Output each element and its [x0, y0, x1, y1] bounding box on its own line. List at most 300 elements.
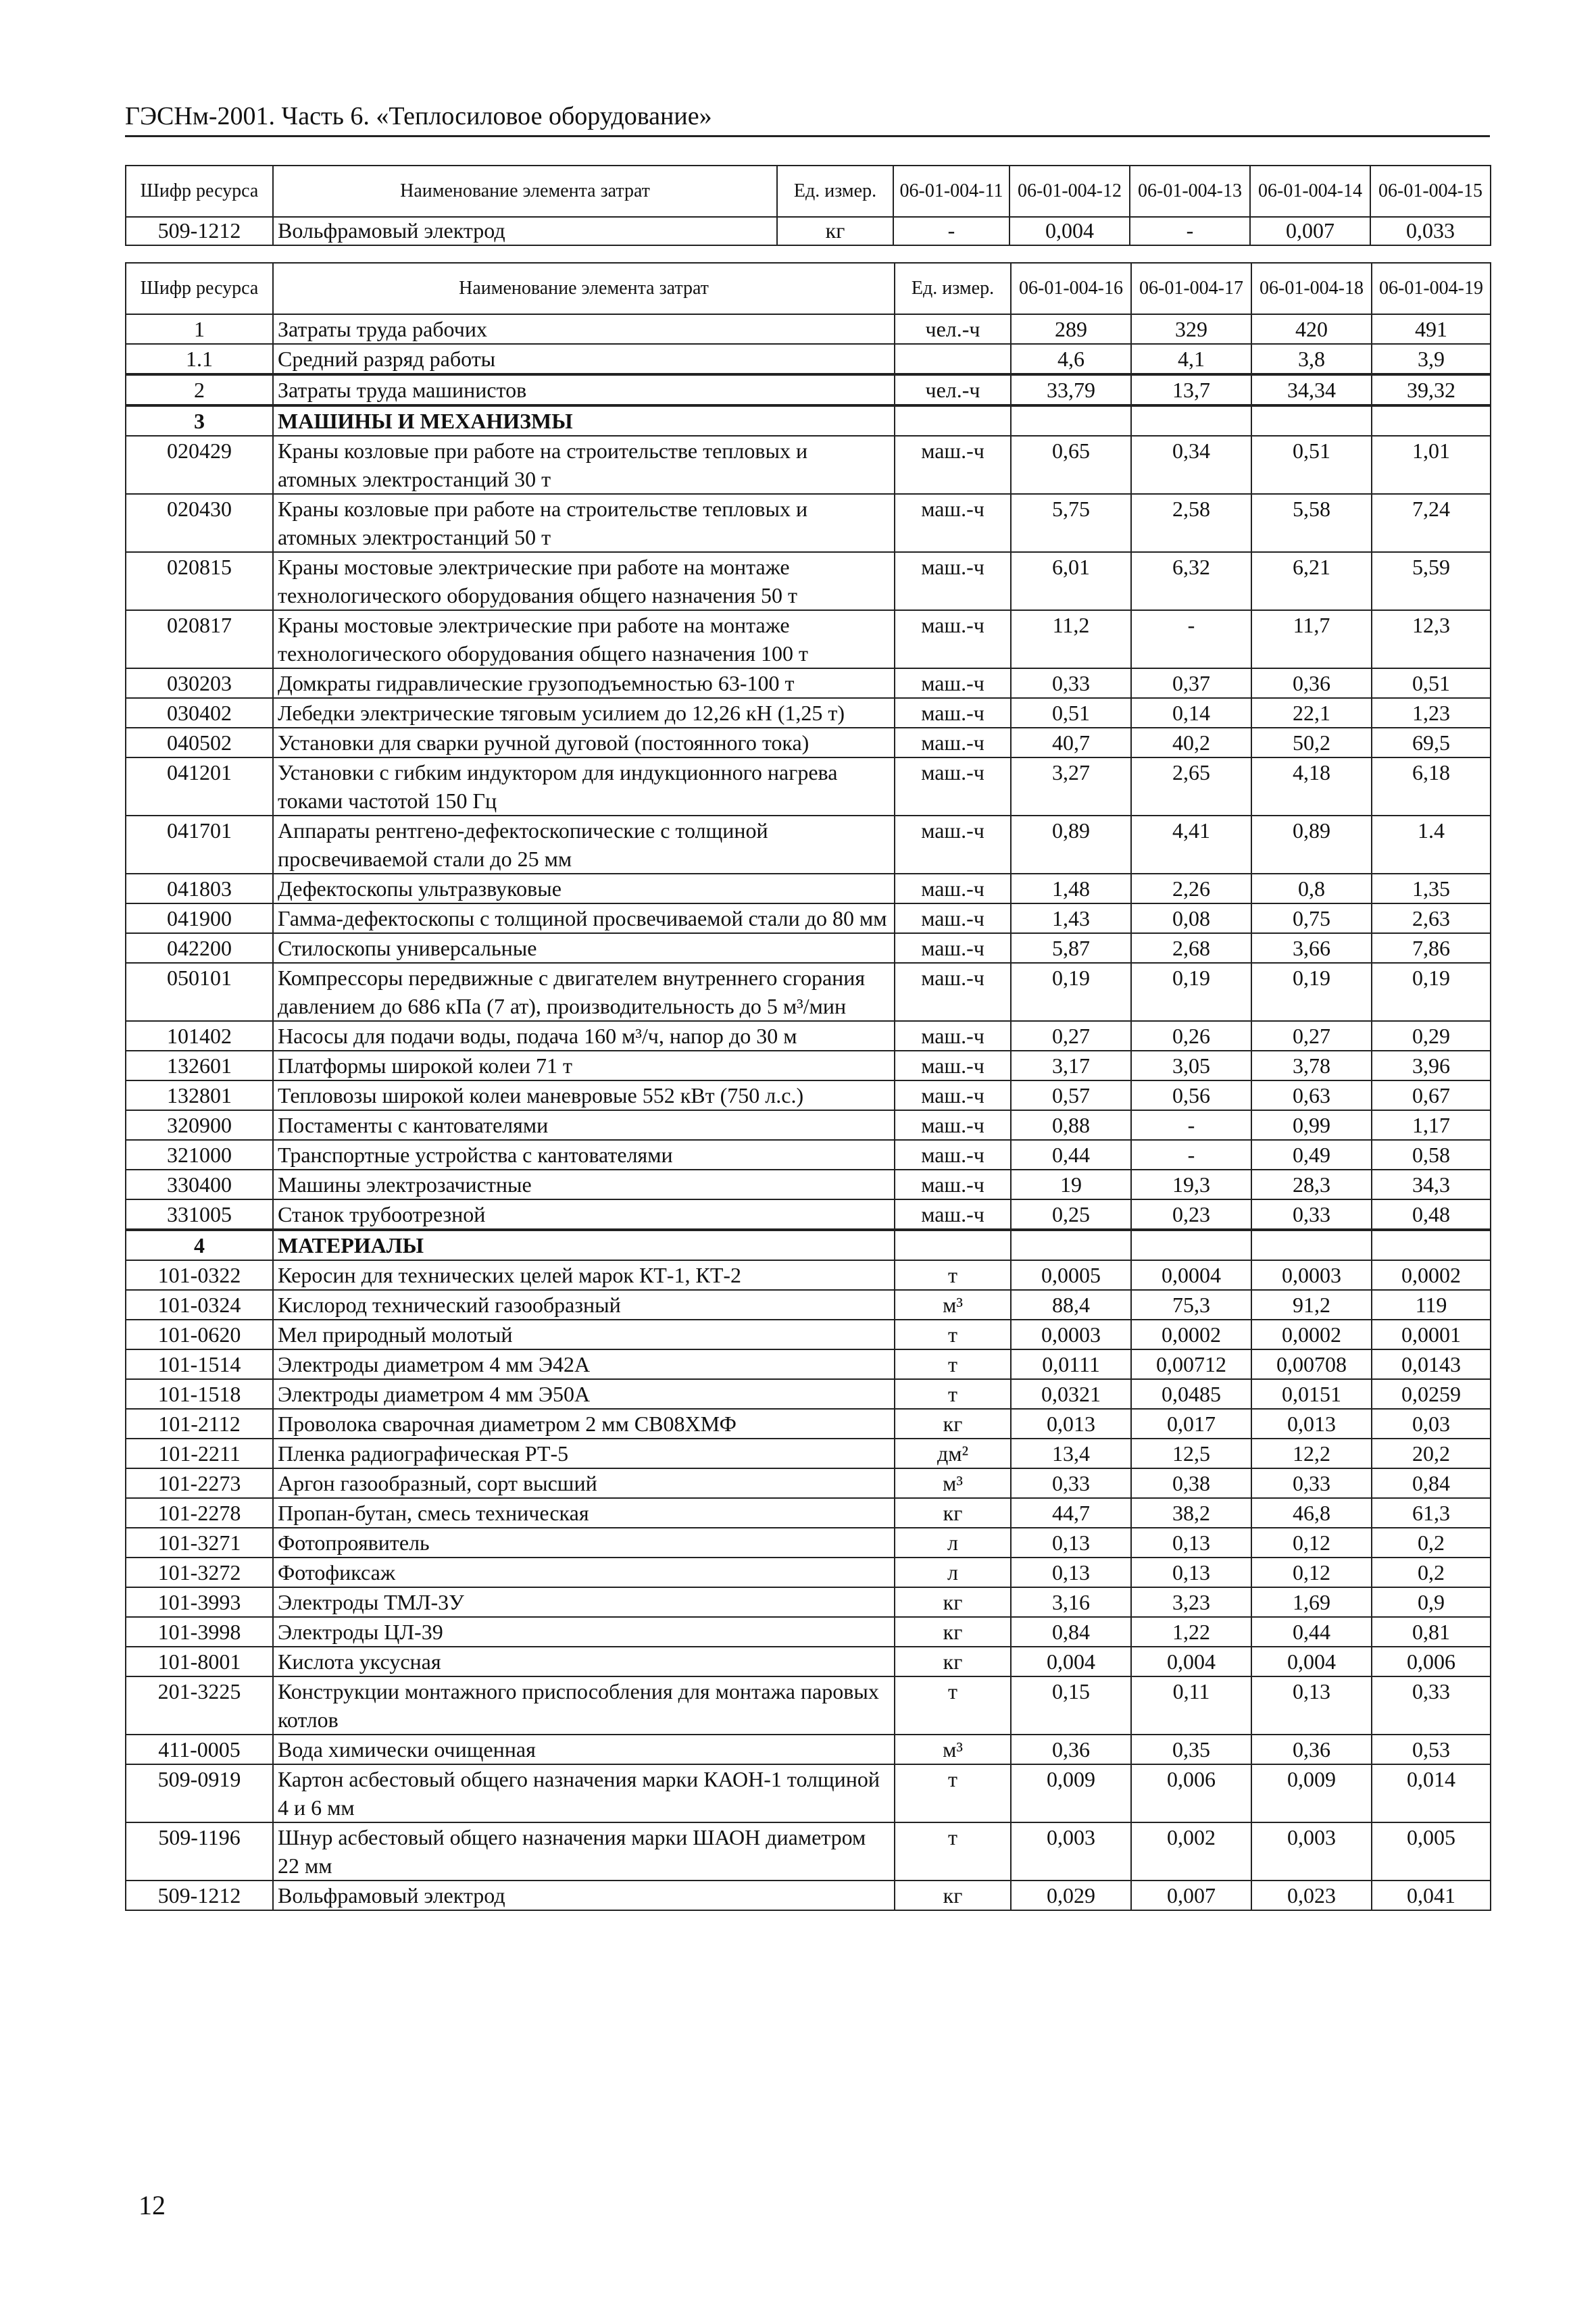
cost-element-cell: МАТЕРИАЛЫ — [273, 1230, 895, 1260]
value-cell — [1011, 1230, 1131, 1260]
unit-cell: маш.-ч — [895, 1110, 1011, 1140]
value-cell: 0,13 — [1011, 1528, 1131, 1558]
table-row — [126, 610, 1491, 668]
value-cell: 0,58 — [1372, 1140, 1491, 1170]
resource-code-cell: 331005 — [126, 1199, 273, 1230]
table-row — [126, 1676, 1491, 1735]
unit-cell: кг — [895, 1617, 1011, 1647]
cost-element-cell: Насосы для подачи воды, подача 160 м³/ч, напор до 30 м — [273, 1021, 895, 1051]
resource-code-cell: 101-3271 — [126, 1528, 273, 1558]
value-cell: 0,13 — [1131, 1558, 1251, 1587]
resource-code-cell: 330400 — [126, 1170, 273, 1199]
value-cell: 0,29 — [1372, 1021, 1491, 1051]
value-cell: 12,3 — [1372, 610, 1491, 668]
unit-cell: маш.-ч — [895, 610, 1011, 668]
unit-cell: чел.-ч — [895, 374, 1011, 405]
table-row — [126, 698, 1491, 728]
unit-cell: кг — [895, 1881, 1011, 1910]
table-row — [126, 1409, 1491, 1439]
resource-code-cell: 132601 — [126, 1051, 273, 1080]
resource-code-cell: 042200 — [126, 933, 273, 963]
value-cell: 6,21 — [1251, 552, 1372, 610]
resource-code-cell: 050101 — [126, 963, 273, 1021]
value-cell: 0,017 — [1131, 1409, 1251, 1439]
cost-element-cell: Электроды диаметром 4 мм Э42А — [273, 1349, 895, 1379]
column-header: 06-01-004-14 — [1250, 166, 1370, 217]
value-cell: 3,66 — [1251, 933, 1372, 963]
unit-cell: маш.-ч — [895, 757, 1011, 816]
table-row — [126, 217, 1491, 245]
value-cell: 20,2 — [1372, 1439, 1491, 1468]
value-cell: 0,029 — [1011, 1881, 1131, 1910]
resource-code-cell: 101-0324 — [126, 1290, 273, 1320]
value-cell: 0,15 — [1011, 1676, 1131, 1735]
value-cell: 0,65 — [1011, 436, 1131, 494]
value-cell: - — [1130, 217, 1250, 245]
value-cell: 28,3 — [1251, 1170, 1372, 1199]
value-cell: 0,13 — [1011, 1558, 1131, 1587]
resource-code-cell: 101-1514 — [126, 1349, 273, 1379]
cost-element-cell: Электроды ЦЛ-39 — [273, 1617, 895, 1647]
resource-code-cell: 101-2112 — [126, 1409, 273, 1439]
value-cell: 0,36 — [1251, 668, 1372, 698]
column-header: 06-01-004-11 — [893, 166, 1009, 217]
cost-element-cell: Установки для сварки ручной дуговой (постоянного тока) — [273, 728, 895, 757]
table-row — [126, 874, 1491, 903]
value-cell: 0,014 — [1372, 1764, 1491, 1822]
resource-code-cell: 020815 — [126, 552, 273, 610]
value-cell: 0,0002 — [1251, 1320, 1372, 1349]
unit-cell: маш.-ч — [895, 1170, 1011, 1199]
table-header-row — [126, 263, 1491, 314]
resource-code-cell: 1 — [126, 314, 273, 344]
table-row — [126, 405, 1491, 436]
value-cell: 0,013 — [1011, 1409, 1131, 1439]
value-cell: 0,67 — [1372, 1080, 1491, 1110]
resource-code-cell: 101-3272 — [126, 1558, 273, 1587]
unit-cell: маш.-ч — [895, 552, 1011, 610]
unit-cell: м³ — [895, 1290, 1011, 1320]
value-cell: 3,17 — [1011, 1051, 1131, 1080]
value-cell: 0,49 — [1251, 1140, 1372, 1170]
table-row — [126, 374, 1491, 405]
value-cell: 0,36 — [1251, 1735, 1372, 1764]
table-row — [126, 1320, 1491, 1349]
value-cell: 0,004 — [1131, 1647, 1251, 1676]
value-cell — [1131, 405, 1251, 436]
table-row — [126, 1617, 1491, 1647]
value-cell: 40,7 — [1011, 728, 1131, 757]
resource-code-cell: 020817 — [126, 610, 273, 668]
value-cell: 0,23 — [1131, 1199, 1251, 1230]
column-header: 06-01-004-15 — [1370, 166, 1491, 217]
value-cell: 34,34 — [1251, 374, 1372, 405]
value-cell: 0,8 — [1251, 874, 1372, 903]
value-cell: 0,51 — [1372, 668, 1491, 698]
unit-cell: кг — [895, 1409, 1011, 1439]
resource-code-cell: 509-1212 — [126, 1881, 273, 1910]
cost-element-cell: Лебедки электрические тяговым усилием до 12,26 кН (1,25 т) — [273, 698, 895, 728]
value-cell: 0,25 — [1011, 1199, 1131, 1230]
value-cell — [1131, 1230, 1251, 1260]
value-cell: 0,0111 — [1011, 1349, 1131, 1379]
unit-cell: маш.-ч — [895, 1080, 1011, 1110]
value-cell: 0,51 — [1251, 436, 1372, 494]
value-cell: 44,7 — [1011, 1498, 1131, 1528]
value-cell: 0,53 — [1372, 1735, 1491, 1764]
resource-code-cell: 101-8001 — [126, 1647, 273, 1676]
value-cell: 0,44 — [1011, 1140, 1131, 1170]
unit-cell: м³ — [895, 1735, 1011, 1764]
cost-element-cell: Краны козловые при работе на строительстве тепловых и атомных электростанций 30 т — [273, 436, 895, 494]
value-cell: 0,36 — [1011, 1735, 1131, 1764]
cost-element-cell: Станок трубоотрезной — [273, 1199, 895, 1230]
resource-code-cell: 132801 — [126, 1080, 273, 1110]
cost-element-cell: Компрессоры передвижные с двигателем внутреннего сгорания давлением до 686 кПа (7 ат), производительность до 5 м³/мин — [273, 963, 895, 1021]
resource-code-cell: 041900 — [126, 903, 273, 933]
value-cell: 0,26 — [1131, 1021, 1251, 1051]
value-cell: 491 — [1372, 314, 1491, 344]
value-cell: 289 — [1011, 314, 1131, 344]
value-cell: 0,33 — [1011, 1468, 1131, 1498]
cost-element-cell: Краны мостовые электрические при работе на монтаже технологического оборудования общего назначения 100 т — [273, 610, 895, 668]
value-cell: 5,75 — [1011, 494, 1131, 552]
unit-cell: чел.-ч — [895, 314, 1011, 344]
value-cell: 0,2 — [1372, 1558, 1491, 1587]
value-cell: 2,26 — [1131, 874, 1251, 903]
value-cell: 5,59 — [1372, 552, 1491, 610]
value-cell: 0,38 — [1131, 1468, 1251, 1498]
value-cell — [1372, 1230, 1491, 1260]
resource-code-cell: 321000 — [126, 1140, 273, 1170]
value-cell: 4,6 — [1011, 344, 1131, 374]
value-cell: 75,3 — [1131, 1290, 1251, 1320]
table-row — [126, 1260, 1491, 1290]
value-cell: 0,19 — [1131, 963, 1251, 1021]
cost-element-cell: Машины электрозачистные — [273, 1170, 895, 1199]
unit-cell: м³ — [895, 1468, 1011, 1498]
cost-element-cell: Затраты труда машинистов — [273, 374, 895, 405]
value-cell: 2,65 — [1131, 757, 1251, 816]
table-row — [126, 314, 1491, 344]
value-cell: 19 — [1011, 1170, 1131, 1199]
value-cell: 4,41 — [1131, 816, 1251, 874]
resource-code-cell: 101-0322 — [126, 1260, 273, 1290]
value-cell: 1,01 — [1372, 436, 1491, 494]
cost-element-cell: Кислота уксусная — [273, 1647, 895, 1676]
cost-element-cell: Кислород технический газообразный — [273, 1290, 895, 1320]
value-cell: 0,75 — [1251, 903, 1372, 933]
value-cell: 5,87 — [1011, 933, 1131, 963]
cost-element-cell: Краны мостовые электрические при работе на монтаже технологического оборудования общего назначения 50 т — [273, 552, 895, 610]
value-cell: - — [1131, 1110, 1251, 1140]
table-row — [126, 1735, 1491, 1764]
unit-cell: т — [895, 1260, 1011, 1290]
unit-cell: маш.-ч — [895, 494, 1011, 552]
unit-cell: кг — [895, 1498, 1011, 1528]
table-row — [126, 1230, 1491, 1260]
cost-element-cell: Краны козловые при работе на строительстве тепловых и атомных электростанций 50 т — [273, 494, 895, 552]
value-cell: - — [893, 217, 1009, 245]
resource-code-cell: 101-3998 — [126, 1617, 273, 1647]
value-cell — [1011, 405, 1131, 436]
table-row — [126, 1199, 1491, 1230]
unit-cell: маш.-ч — [895, 668, 1011, 698]
unit-cell: маш.-ч — [895, 816, 1011, 874]
resource-table-main — [125, 262, 1491, 1911]
value-cell: 22,1 — [1251, 698, 1372, 728]
value-cell: 1,48 — [1011, 874, 1131, 903]
resource-code-cell: 201-3225 — [126, 1676, 273, 1735]
value-cell: 12,2 — [1251, 1439, 1372, 1468]
value-cell: 3,27 — [1011, 757, 1131, 816]
value-cell: 2,58 — [1131, 494, 1251, 552]
unit-cell: маш.-ч — [895, 1199, 1011, 1230]
value-cell: 0,44 — [1251, 1617, 1372, 1647]
cost-element-cell: Дефектоскопы ультразвуковые — [273, 874, 895, 903]
value-cell: 91,2 — [1251, 1290, 1372, 1320]
value-cell: 0,13 — [1251, 1676, 1372, 1735]
value-cell: 0,006 — [1131, 1764, 1251, 1822]
resource-code-cell: 041803 — [126, 874, 273, 903]
value-cell: - — [1131, 1140, 1251, 1170]
unit-cell — [895, 1230, 1011, 1260]
cost-element-cell: Вольфрамовый электрод — [273, 1881, 895, 1910]
table-row — [126, 1379, 1491, 1409]
table-row — [126, 757, 1491, 816]
unit-cell: маш.-ч — [895, 1051, 1011, 1080]
value-cell: 1,43 — [1011, 903, 1131, 933]
value-cell: 0,033 — [1370, 217, 1491, 245]
cost-element-cell: Установки с гибким индуктором для индукционного нагрева токами частотой 150 Гц — [273, 757, 895, 816]
value-cell: 0,006 — [1372, 1647, 1491, 1676]
page-number: 12 — [139, 2190, 166, 2220]
table-row — [126, 552, 1491, 610]
table-row — [126, 1140, 1491, 1170]
value-cell: 0,00708 — [1251, 1349, 1372, 1379]
value-cell: 0,2 — [1372, 1528, 1491, 1558]
cost-element-cell: Шнур асбестовый общего назначения марки ШАОН диаметром 22 мм — [273, 1822, 895, 1881]
value-cell: 1,35 — [1372, 874, 1491, 903]
value-cell: 0,88 — [1011, 1110, 1131, 1140]
resource-code-cell: 020430 — [126, 494, 273, 552]
value-cell: 0,005 — [1372, 1822, 1491, 1881]
resource-code-cell: 041201 — [126, 757, 273, 816]
page-header: ГЭСНм-2001. Часть 6. «Теплосиловое оборудование» — [125, 101, 1490, 137]
unit-cell — [895, 405, 1011, 436]
unit-cell: т — [895, 1676, 1011, 1735]
table-row — [126, 1528, 1491, 1558]
column-header: 06-01-004-13 — [1130, 166, 1250, 217]
cost-element-cell: Затраты труда рабочих — [273, 314, 895, 344]
resource-code-cell: 101-2211 — [126, 1439, 273, 1468]
column-header: 06-01-004-17 — [1131, 263, 1251, 314]
value-cell: 5,58 — [1251, 494, 1372, 552]
cost-element-cell: Пленка радиографическая РТ-5 — [273, 1439, 895, 1468]
unit-cell: маш.-ч — [895, 874, 1011, 903]
value-cell: 0,33 — [1251, 1199, 1372, 1230]
value-cell: 13,4 — [1011, 1439, 1131, 1468]
table-row — [126, 1021, 1491, 1051]
value-cell: 0,99 — [1251, 1110, 1372, 1140]
resource-code-cell: 509-1196 — [126, 1822, 273, 1881]
column-header: Ед. измер. — [895, 263, 1011, 314]
resource-code-cell: 101-2278 — [126, 1498, 273, 1528]
resource-code-cell: 509-0919 — [126, 1764, 273, 1822]
table-header-row — [126, 166, 1491, 217]
value-cell: 0,13 — [1131, 1528, 1251, 1558]
value-cell: 0,004 — [1009, 217, 1130, 245]
value-cell: 3,9 — [1372, 344, 1491, 374]
resource-code-cell: 040502 — [126, 728, 273, 757]
unit-cell: маш.-ч — [895, 436, 1011, 494]
cost-element-cell: Стилоскопы универсальные — [273, 933, 895, 963]
table-row — [126, 344, 1491, 374]
value-cell: 38,2 — [1131, 1498, 1251, 1528]
table-row — [126, 1110, 1491, 1140]
table-row — [126, 728, 1491, 757]
cost-element-cell: Тепловозы широкой колеи маневровые 552 кВт (750 л.с.) — [273, 1080, 895, 1110]
value-cell: 46,8 — [1251, 1498, 1372, 1528]
column-header: 06-01-004-19 — [1372, 263, 1491, 314]
cost-element-cell: Аргон газообразный, сорт высший — [273, 1468, 895, 1498]
cost-element-cell: Конструкции монтажного приспособления для монтажа паровых котлов — [273, 1676, 895, 1735]
table-row — [126, 494, 1491, 552]
value-cell: 4,1 — [1131, 344, 1251, 374]
table-row — [126, 1468, 1491, 1498]
column-header: Шифр ресурса — [126, 263, 273, 314]
value-cell: 3,16 — [1011, 1587, 1131, 1617]
value-cell: 0,0003 — [1251, 1260, 1372, 1290]
cost-element-cell: Домкраты гидравлические грузоподъемностью 63-100 т — [273, 668, 895, 698]
column-header: 06-01-004-12 — [1009, 166, 1130, 217]
value-cell: 33,79 — [1011, 374, 1131, 405]
value-cell: 0,0259 — [1372, 1379, 1491, 1409]
value-cell: 0,37 — [1131, 668, 1251, 698]
value-cell: 0,0485 — [1131, 1379, 1251, 1409]
cost-element-cell: Пропан-бутан, смесь техническая — [273, 1498, 895, 1528]
cost-element-cell: Платформы широкой колеи 71 т — [273, 1051, 895, 1080]
value-cell: 0,84 — [1372, 1468, 1491, 1498]
unit-cell: маш.-ч — [895, 903, 1011, 933]
value-cell: 0,51 — [1011, 698, 1131, 728]
unit-cell: кг — [777, 217, 893, 245]
cost-element-cell: Фотофиксаж — [273, 1558, 895, 1587]
resource-code-cell: 509-1212 — [126, 217, 273, 245]
value-cell: 0,0004 — [1131, 1260, 1251, 1290]
value-cell: 0,89 — [1011, 816, 1131, 874]
value-cell — [1372, 405, 1491, 436]
cost-element-cell: Транспортные устройства с кантователями — [273, 1140, 895, 1170]
cost-element-cell: Вольфрамовый электрод — [273, 217, 777, 245]
value-cell: 3,05 — [1131, 1051, 1251, 1080]
column-header: Наименование элемента затрат — [273, 263, 895, 314]
resource-code-cell: 101402 — [126, 1021, 273, 1051]
unit-cell: маш.-ч — [895, 933, 1011, 963]
value-cell: 0,81 — [1372, 1617, 1491, 1647]
value-cell: 50,2 — [1251, 728, 1372, 757]
value-cell: 0,041 — [1372, 1881, 1491, 1910]
cost-element-cell: Электроды диаметром 4 мм Э50А — [273, 1379, 895, 1409]
value-cell: 0,004 — [1011, 1647, 1131, 1676]
unit-cell: маш.-ч — [895, 728, 1011, 757]
value-cell: 12,5 — [1131, 1439, 1251, 1468]
value-cell: 69,5 — [1372, 728, 1491, 757]
value-cell: 0,0001 — [1372, 1320, 1491, 1349]
cost-element-cell: Картон асбестовый общего назначения марки КАОН-1 толщиной 4 и 6 мм — [273, 1764, 895, 1822]
value-cell: 3,96 — [1372, 1051, 1491, 1080]
value-cell: 0,002 — [1131, 1822, 1251, 1881]
value-cell: 0,27 — [1251, 1021, 1372, 1051]
value-cell: 0,0151 — [1251, 1379, 1372, 1409]
resource-code-cell: 4 — [126, 1230, 273, 1260]
value-cell: 39,32 — [1372, 374, 1491, 405]
value-cell: 0,007 — [1250, 217, 1370, 245]
table-row — [126, 1764, 1491, 1822]
cost-element-cell: Керосин для технических целей марок КТ-1, КТ-2 — [273, 1260, 895, 1290]
value-cell: 6,18 — [1372, 757, 1491, 816]
column-header: Ед. измер. — [777, 166, 893, 217]
value-cell: 0,009 — [1251, 1764, 1372, 1822]
value-cell: 0,11 — [1131, 1676, 1251, 1735]
value-cell: 0,03 — [1372, 1409, 1491, 1439]
value-cell: 61,3 — [1372, 1498, 1491, 1528]
table-row — [126, 668, 1491, 698]
value-cell: 0,004 — [1251, 1647, 1372, 1676]
value-cell: 0,003 — [1011, 1822, 1131, 1881]
table-row — [126, 1349, 1491, 1379]
unit-cell: кг — [895, 1647, 1011, 1676]
unit-cell: дм² — [895, 1439, 1011, 1468]
resource-code-cell: 411-0005 — [126, 1735, 273, 1764]
table-row — [126, 1558, 1491, 1587]
resource-code-cell: 3 — [126, 405, 273, 436]
unit-cell: маш.-ч — [895, 963, 1011, 1021]
resource-code-cell: 030203 — [126, 668, 273, 698]
value-cell: 13,7 — [1131, 374, 1251, 405]
unit-cell: т — [895, 1349, 1011, 1379]
column-header: 06-01-004-18 — [1251, 263, 1372, 314]
resource-code-cell: 101-2273 — [126, 1468, 273, 1498]
table-row — [126, 1051, 1491, 1080]
column-header: Наименование элемента затрат — [273, 166, 777, 217]
value-cell: 420 — [1251, 314, 1372, 344]
value-cell: 1,69 — [1251, 1587, 1372, 1617]
value-cell: 0,12 — [1251, 1558, 1372, 1587]
value-cell: 0,0003 — [1011, 1320, 1131, 1349]
resource-code-cell: 020429 — [126, 436, 273, 494]
value-cell: 0,63 — [1251, 1080, 1372, 1110]
value-cell: 0,35 — [1131, 1735, 1251, 1764]
unit-cell: т — [895, 1379, 1011, 1409]
value-cell: 0,33 — [1011, 668, 1131, 698]
value-cell: 0,003 — [1251, 1822, 1372, 1881]
value-cell: 0,0321 — [1011, 1379, 1131, 1409]
value-cell: 1,17 — [1372, 1110, 1491, 1140]
value-cell: 2,68 — [1131, 933, 1251, 963]
value-cell: 0,08 — [1131, 903, 1251, 933]
cost-element-cell: Постаменты с кантователями — [273, 1110, 895, 1140]
value-cell: 6,01 — [1011, 552, 1131, 610]
value-cell: 34,3 — [1372, 1170, 1491, 1199]
value-cell: 7,86 — [1372, 933, 1491, 963]
unit-cell: т — [895, 1822, 1011, 1881]
table-row — [126, 963, 1491, 1021]
cost-element-cell: Электроды ТМЛ-3У — [273, 1587, 895, 1617]
unit-cell — [895, 344, 1011, 374]
table-row — [126, 1647, 1491, 1676]
value-cell: 0,0143 — [1372, 1349, 1491, 1379]
